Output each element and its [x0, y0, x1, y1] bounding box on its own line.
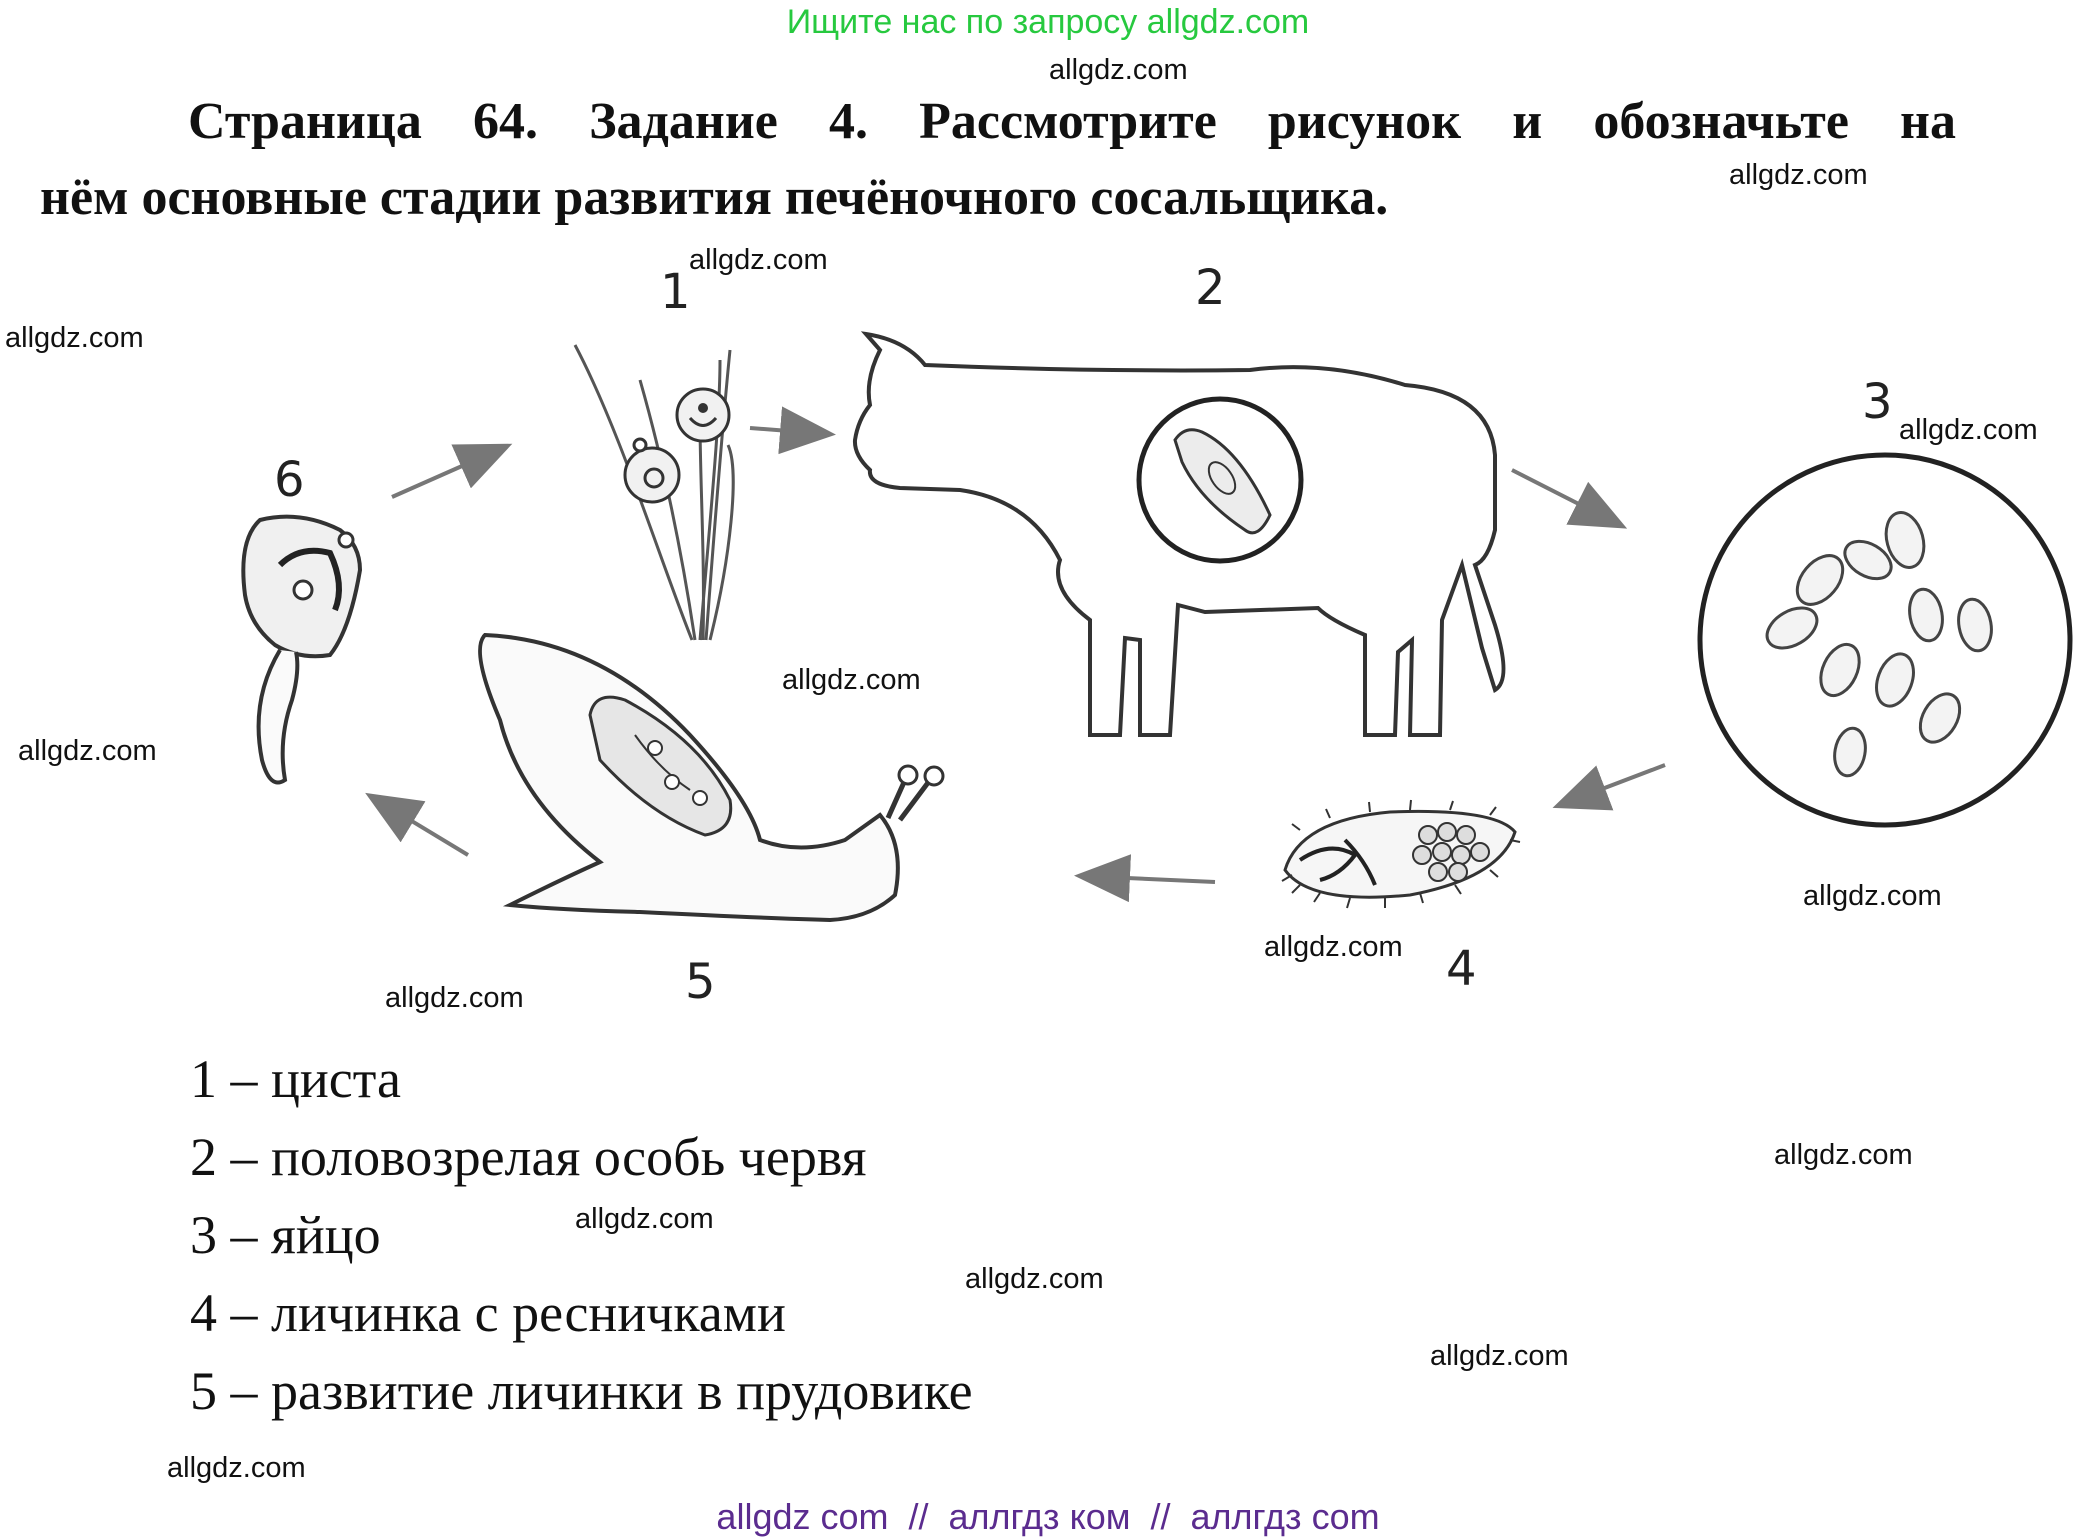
task-heading-line-2: нём основные стадии развития печёночного сосальщика. — [40, 169, 1389, 226]
answer-item: 1 – циста — [190, 1049, 401, 1109]
watermark: allgdz.com — [689, 244, 828, 276]
eggs-inset — [1700, 455, 2070, 825]
answer-item: 2 – половозрелая особь червя — [190, 1127, 867, 1187]
watermark: allgdz.com — [5, 322, 144, 354]
miracidium-larva — [1282, 800, 1520, 908]
watermark: allgdz.com — [385, 982, 524, 1014]
watermark: allgdz.com — [782, 664, 921, 696]
cyst-icon — [625, 439, 679, 502]
cercaria-larva — [243, 517, 360, 783]
answer-item: 4 – личинка с ресничками — [190, 1283, 786, 1343]
watermark: allgdz.com — [1264, 931, 1403, 963]
stage-label-1: 1 — [660, 264, 691, 320]
stage-label-5: 5 — [685, 954, 716, 1010]
promo-banner[interactable]: Ищите нас по запросу allgdz.com — [786, 3, 1310, 41]
watermark: allgdz.com — [1774, 1139, 1913, 1171]
answer-list — [190, 1040, 973, 1430]
stage-label-6: 6 — [274, 452, 305, 508]
arrow-3-to-4 — [1560, 765, 1665, 805]
watermark: allgdz.com — [1729, 159, 1868, 191]
watermark: allgdz.com — [167, 1452, 306, 1484]
stage-label-2: 2 — [1195, 260, 1226, 316]
watermark: allgdz.com — [1803, 880, 1942, 912]
watermark: allgdz.com — [575, 1203, 714, 1235]
arrow-2-to-3 — [1512, 470, 1620, 525]
watermark: allgdz.com — [18, 735, 157, 767]
answer-item: 5 – развитие личинки в прудовике — [190, 1361, 973, 1421]
watermark: allgdz.com — [1899, 414, 2038, 446]
pond-snail-icon — [480, 635, 943, 920]
answer-item: 3 – яйцо — [190, 1205, 381, 1265]
watermark: allgdz.com — [1049, 54, 1188, 86]
arrow-6-to-1 — [392, 447, 505, 497]
cyst-icon — [677, 389, 729, 441]
footer-links[interactable]: allgdz com // аллгдз ком // аллгдз com — [716, 1496, 1380, 1537]
task-heading-line-1: Страница 64. Задание 4. Рассмотрите рисунок и обозначьте на — [188, 93, 1956, 150]
arrow-5-to-6 — [372, 797, 468, 855]
adult-fluke-inset — [1139, 399, 1301, 561]
watermark: allgdz.com — [965, 1263, 1104, 1295]
stage-label-4: 4 — [1446, 941, 1477, 997]
arrow-4-to-5 — [1082, 876, 1215, 882]
arrow-1-to-2 — [750, 428, 828, 434]
stage-label-3: 3 — [1862, 374, 1893, 430]
watermark: allgdz.com — [1430, 1340, 1569, 1372]
